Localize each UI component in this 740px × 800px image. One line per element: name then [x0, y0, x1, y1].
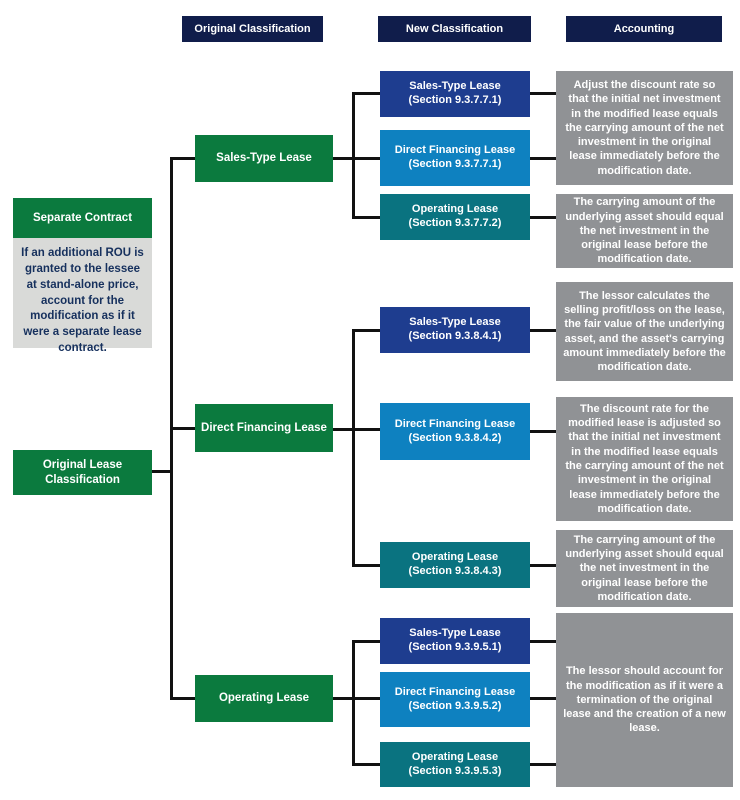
connector-line	[352, 92, 380, 95]
header-accounting: Accounting	[566, 16, 722, 42]
box-section: (Section 9.3.9.5.3)	[408, 764, 502, 777]
box-section: (Section 9.3.8.4.2)	[408, 431, 502, 444]
connector-line	[530, 92, 556, 95]
connector-line	[352, 329, 380, 332]
accounting-note-discount-rate-adjusted: The discount rate for the modified lease is adjusted so that the initial net investment in the modified lease equals the carrying amount of the net investment in the original lease immediately before the modification date.	[556, 397, 733, 521]
connector-line	[530, 157, 556, 160]
box-title: Direct Financing Lease	[394, 417, 516, 430]
new-direct-financing-lease-9-3-8-4-2-box	[380, 403, 530, 460]
box-title: Sales-Type Lease	[409, 316, 501, 329]
header-original-classification: Original Classification	[182, 16, 323, 42]
connector-line	[170, 157, 195, 160]
box-section: (Section 9.3.7.7.1)	[408, 94, 502, 106]
box-section: (Section 9.3.8.4.1)	[408, 330, 502, 342]
connector-line	[352, 329, 355, 567]
new-operating-lease-9-3-7-7-2-box	[380, 194, 530, 240]
connector-line	[530, 430, 556, 433]
accounting-note-carrying-amount-2: The carrying amount of the underlying asset should equal the net investment in the original lease before the modification date.	[556, 530, 733, 607]
new-direct-financing-lease-9-3-9-5-2-box	[380, 672, 530, 727]
original-lease-classification-box: Original Lease Classification	[13, 450, 152, 495]
box-title: Operating Lease	[411, 203, 499, 216]
new-sales-type-lease-9-3-9-5-1-box	[380, 618, 530, 664]
separate-contract-note: If an additional ROU is granted to the lessee at stand-alone price, account for the modification as if it were a separate lease contract.	[13, 238, 152, 348]
connector-line	[333, 157, 380, 160]
connector-line	[352, 216, 380, 219]
original-operating-lease-box: Operating Lease	[195, 675, 333, 722]
box-title: Direct Financing Lease	[394, 144, 516, 157]
connector-line	[352, 640, 380, 643]
separate-contract-box: Separate Contract	[13, 198, 152, 238]
connector-line	[333, 697, 380, 700]
connector-line	[530, 329, 556, 332]
connector-line	[530, 216, 556, 219]
box-title: Operating Lease	[411, 551, 499, 564]
connector-line	[530, 763, 556, 766]
box-section: (Section 9.3.9.5.1)	[408, 641, 502, 653]
box-section: (Section 9.3.7.7.1)	[408, 158, 502, 170]
connector-line	[352, 564, 380, 567]
connector-line	[170, 427, 195, 430]
connector-line	[530, 697, 556, 700]
accounting-note-carrying-amount-1: The carrying amount of the underlying asset should equal the net investment in the original lease before the modification date.	[556, 194, 733, 268]
box-title: Direct Financing Lease	[394, 685, 516, 698]
original-sales-type-lease-box: Sales-Type Lease	[195, 135, 333, 182]
box-title: Operating Lease	[411, 750, 499, 763]
connector-line	[333, 428, 380, 431]
new-sales-type-lease-9-3-7-7-1-box	[380, 71, 530, 117]
connector-line	[352, 92, 355, 219]
accounting-note-lessor-calculates: The lessor calculates the selling profit/loss on the lease, the fair value of the underlying asset, and the asset's carrying amount immediately before the modification date.	[556, 282, 733, 381]
header-new-classification: New Classification	[378, 16, 531, 42]
connector-line	[352, 640, 355, 766]
connector-line	[530, 640, 556, 643]
box-title: Sales-Type Lease	[409, 627, 501, 640]
box-section: (Section 9.3.8.4.3)	[408, 565, 502, 577]
connector-line	[530, 564, 556, 567]
original-direct-financing-lease-box: Direct Financing Lease	[195, 404, 333, 452]
new-operating-lease-9-3-8-4-3-box	[380, 542, 530, 588]
box-title: Sales-Type Lease	[409, 80, 501, 93]
new-direct-financing-lease-9-3-7-7-1-box	[380, 130, 530, 186]
connector-line	[170, 697, 195, 700]
new-operating-lease-9-3-9-5-3-box	[380, 742, 530, 787]
box-section: (Section 9.3.9.5.2)	[408, 699, 502, 712]
connector-line	[352, 763, 380, 766]
accounting-note-adjust-discount-rate: Adjust the discount rate so that the initial net investment in the modified lease equals the carrying amount of the net investment in the original lease immediately before the modification date.	[556, 71, 733, 185]
new-sales-type-lease-9-3-8-4-1-box	[380, 307, 530, 353]
box-section: (Section 9.3.7.7.2)	[408, 217, 502, 229]
accounting-note-termination-new-lease: The lessor should account for the modification as if it were a termination of the original lease and the creation of a new lease.	[556, 613, 733, 787]
